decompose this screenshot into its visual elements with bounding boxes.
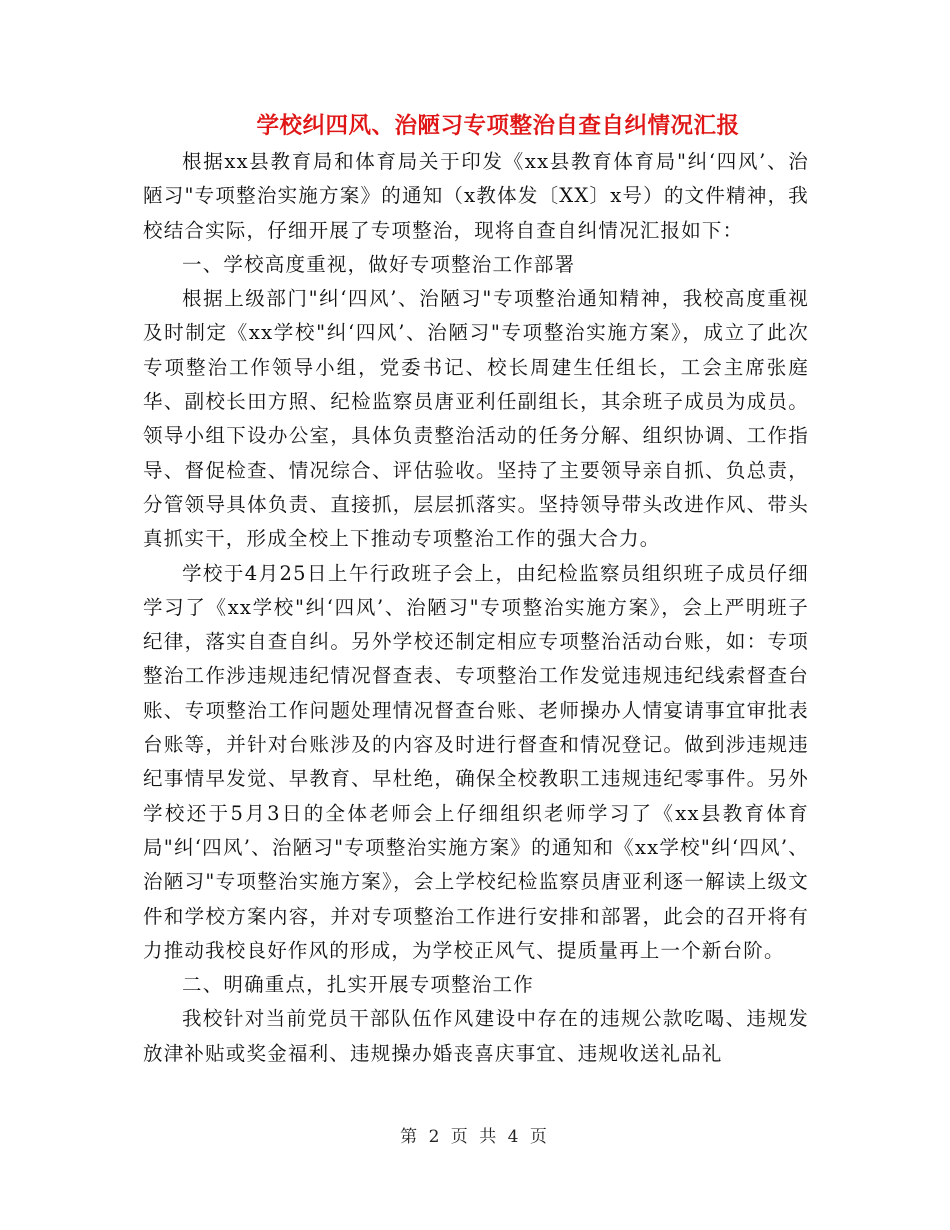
page-number-footer: 第 2 页 共 4 页 — [400, 1127, 550, 1147]
paragraph-section-1: 根据上级部门"纠‘四风’、治陋习"专项整治通知精神，我校高度重视及时制定《xx学校"纠‘四风’、治陋习"专项整治实施方案》，成立了此次专项整治工作领导小组，党委书记、校长周建生任组长，工会主席张庭华、副校长田方照、纪检监察员唐亚利任副组长，其余班子成员为成员。领导小组下设办公室，具体负责整治活动的任务分解、组织协调、工作指导、督促检查、情况综合、评估验收。坚持了主要领导亲自抓、负总责，分管领导具体负责、直接抓，层层抓落实。坚持领导带头改进作风、带头真抓实干，形成全校上下推动专项整治工作的强大合力。 — [143, 287, 809, 551]
paragraph-intro: 根据xx县教育局和体育局关于印发《xx县教育体育局"纠‘四风’、治陋习"专项整治实施方案》的通知（x教体发〔XX〕x号）的文件精神，我校结合实际，仔细开展了专项整治，现将自查自纠情况汇报如下： — [143, 150, 809, 242]
paragraph-section-2: 我校针对当前党员干部队伍作风建设中存在的违规公款吃喝、违规发放津补贴或奖金福利、违规操办婚丧喜庆事宜、违规收送礼品礼 — [143, 1007, 809, 1065]
section-heading-1: 一、学校高度重视，做好专项整治工作部署 — [182, 252, 576, 276]
section-heading-2: 二、明确重点，扎实开展专项整治工作 — [182, 973, 534, 997]
document-title: 学校纠四风、治陋习专项整治自查自纠情况汇报 — [256, 113, 740, 139]
document-body — [143, 145, 809, 1071]
paragraph-section-1-detail: 学校于4月25日上午行政班子会上，由纪检监察员组织班子成员仔细学习了《xx学校"纠‘四风’、治陋习"专项整治实施方案》，会上严明班子纪律，落实自查自纠。另外学校还制定相应专项整治活动台账，如：专项整治工作涉违规违纪情况督查表、专项整治工作发觉违规违纪线索督查台账、专项整治工作问题处理情况督查台账、老师操办人情宴请事宜审批表台账等，并针对台账涉及的内容及时进行督查和情况登记。做到涉违规违纪事情早发觉、早教育、早杜绝，确保全校教职工违规违纪零事件。另外学校还于5月3日的全体老师会上仔细组织老师学习了《xx县教育体育局"纠‘四风’、治陋习"专项整治实施方案》的通知和《xx学校"纠‘四风’、治陋习"专项整治实施方案》，会上学校纪检监察员唐亚利逐一解读上级文件和学校方案内容，并对专项整治工作进行安排和部署，此会的召开将有力推动我校良好作风的形成，为学校正风气、提质量再上一个新台阶。 — [143, 561, 809, 962]
